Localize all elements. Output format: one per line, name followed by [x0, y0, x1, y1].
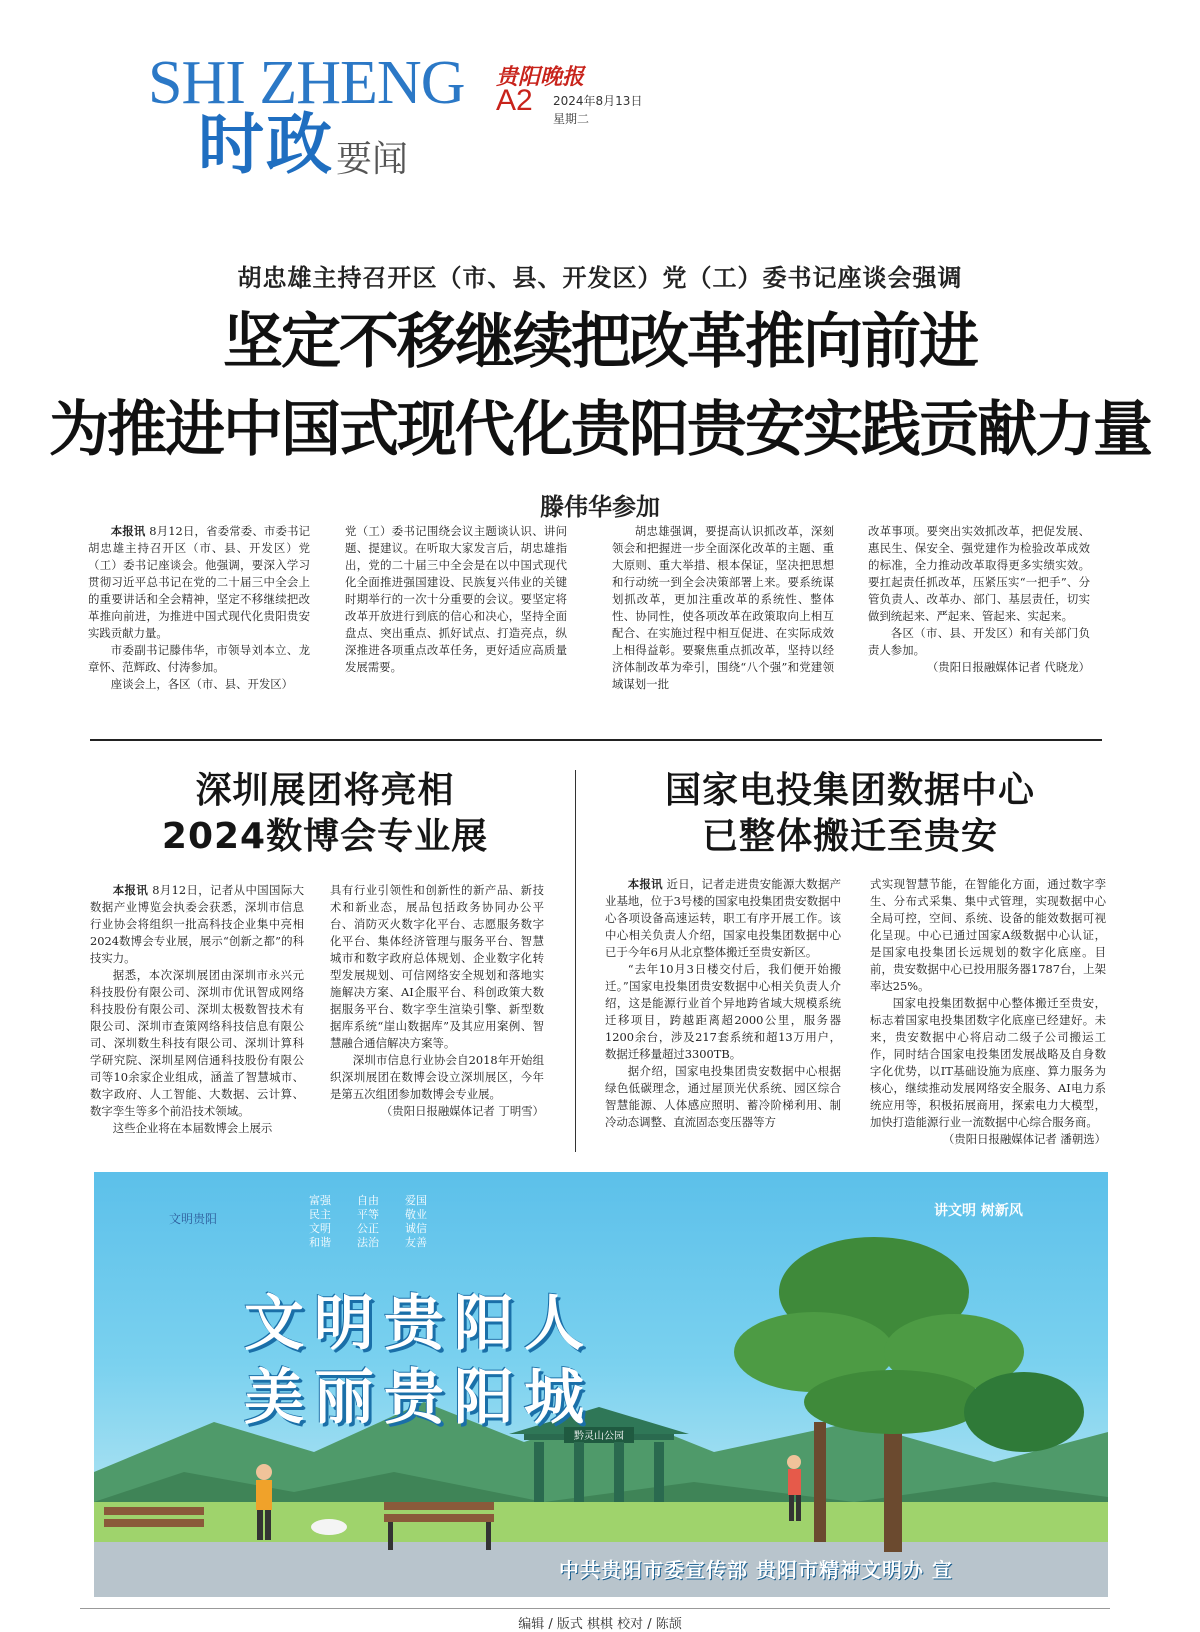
story-right-col1-p3: 据介绍，国家电投集团贵安数据中心根据绿色低碳理念，通过屋顶光伏系统、园区综合智慧能源、人体感应照明、蓄冷阶梯利用、制冷动态调整、直流固态变压器等方: [605, 1064, 841, 1129]
story-right-column-1: [605, 876, 841, 1131]
story-left-col1-p3: 这些企业将在本届数博会上展示: [112, 1121, 273, 1135]
lead-attendee: 滕伟华参加: [540, 493, 660, 521]
lead-col4-p1: 改革事项。要突出实效抓改革，把促发展、惠民生、保安全、强党建作为检验改革成效的标准，全力推动改革取得更多实绩实效。要扛起责任抓改革，压紧压实“一把手”、分管负责人、改革办、部门、基层责任，切实做到统起来、严起来、管起来、实起来。: [868, 524, 1090, 623]
story-left-col2-p1: 具有行业引领性和创新性的新产品、新技术和新业态，展品包括政务协同办公平台、消防灭火数字化平台、志愿服务数字化平台、集体经济管理与服务平台、智慧城市和数字政府总体规划、企业数字化转型发展规划、可信网络安全规划和落地实施解决方案、AI企服平台、科创政策大数据服务平台、数字孪生渲染引擎、新型数据库系统“崖山数据库”及其应用案例、智慧融合通信解决方案等。: [330, 883, 544, 1050]
lead-headline-2: 为推进中国式现代化贵阳贵安实践贡献力量: [49, 395, 1151, 465]
story-left-title-2: 2024数博会专业展: [161, 816, 489, 857]
core-values-col-1: 富强民主文明和谐: [309, 1194, 331, 1249]
footer-rule: [80, 1608, 1110, 1609]
lead-headline-1: 坚定不移继续把改革推向前进: [223, 307, 977, 377]
lead-column-3: [612, 523, 834, 693]
story-left-column-1: [90, 882, 304, 1137]
story-left-col1-p2: 据悉，本次深圳展团由深圳市永兴元科技股份有限公司、深圳市优讯智成网络科技股份有限公司、深圳太极数智技术有限公司、深圳市查策网络科技信息有限公司、深圳数生科技有限公司、深圳计算科学研究院、深圳星网信通科技股份有限公司等10余家企业组成，涵盖了智慧城市、数字政府、人工智能、大数据、云计算、数字孪生等多个前沿技术领域。: [90, 968, 304, 1118]
gate-label: 黔灵山公园: [574, 1431, 624, 1442]
column-divider: [575, 770, 576, 1152]
page-number: A2: [496, 84, 533, 117]
lead-column-4: [868, 523, 1090, 676]
core-values-col-3: 爱国敬业诚信友善: [405, 1194, 427, 1249]
dog-icon: [311, 1519, 347, 1535]
core-values-col-2: 自由平等公正法治: [357, 1194, 379, 1249]
story-left-column-2: [330, 882, 544, 1120]
story-right-col2-p2: 国家电投集团数据中心整体搬迁至贵安，标志着国家电投集团数字化底座已经建好。未来，贵安数据中心将启动二级子公司搬运工作，同时结合国家电投集团发展战略及自身数字化优势，以IT基础设施为底座、算力服务为核心，继续推动发展网络安全服务、AI电力系统应用等，积极拓展商用，探索电力大模型，加快打造能源行业一流数据中心综合服务商。: [870, 996, 1106, 1129]
lead-column-1: [88, 523, 310, 693]
story-left-title: [90, 768, 560, 860]
civility-banner-ad: [94, 1172, 1108, 1597]
core-values-grid: [309, 1194, 431, 1250]
story-left-col2-p2: 深圳市信息行业协会自2018年开始组织深圳展团在数博会设立深圳展区，今年是第五次组团参加数博会专业展。: [330, 1053, 544, 1101]
story-right-title-2: 已整体搬迁至贵安: [701, 816, 998, 857]
story-right-tag: 本报讯: [627, 877, 663, 891]
ad-corner-slogan: 讲文明 树新风: [934, 1203, 1023, 1219]
page-footer: 编辑 / 版式 棋棋 校对 / 陈颉: [518, 1617, 682, 1632]
story-right-column-2: [870, 876, 1106, 1148]
masthead-title: 时政: [198, 106, 334, 183]
section-divider: [90, 739, 1102, 741]
story-right-col1-p2: “去年10月3日楼交付后，我们便开始搬迁。”国家电投集团贵安数据中心相关负责人介绍，这是能源行业首个异地跨省域大规模系统迁移项目，跨越距离超2000公里，服务器1200余台，涉及217套系统和超13万用户，数据迁移量超过3300TB。: [605, 962, 841, 1061]
lead-col1-p3: 座谈会上，各区（市、县、开发区）: [110, 677, 294, 691]
issue-weekday: 星期二: [553, 112, 590, 126]
story-left-credit: （贵阳日报融媒体记者 丁明雪）: [380, 1104, 544, 1118]
story-left-tag: 本报讯: [112, 883, 149, 897]
newspaper-name: 贵阳晚报: [496, 64, 585, 90]
ad-sponsor: 中共贵阳市委宣传部 贵阳市精神文明办 宣: [559, 1558, 953, 1582]
lead-col4-p2: 各区（市、县、开发区）和有关部门负责人参加。: [868, 626, 1090, 657]
masthead-subtitle: 要闻: [336, 139, 409, 180]
story-left-title-1: 深圳展团将亮相: [195, 770, 455, 811]
lead-kicker: 胡忠雄主持召开区（市、县、开发区）党（工）委书记座谈会强调: [237, 264, 963, 292]
lead-column-2: [345, 523, 567, 676]
story-left-col1-p1: 8月12日，记者从中国国际大数据产业博览会执委会获悉，深圳市信息行业协会将组织一批高科技企业集中亮相2024数博会专业展，展示“创新之都”的科技实力。: [90, 883, 304, 965]
lead-col1-p1: 8月12日，省委常委、市委书记胡忠雄主持召开区（市、县、开发区）党（工）委书记座谈会。他强调，要深入学习贯彻习近平总书记在党的二十届三中全会上的重要讲话和全会精神，坚定不移继续把改革推向前进，为推进中国式现代化贵阳贵安实践贡献力量。: [88, 524, 310, 640]
story-right-title: [600, 768, 1100, 860]
lead-col2-text: 党（工）委书记围绕会议主题谈认识、讲问题、提建议。在听取大家发言后，胡忠雄指出，党的二十届三中全会是在以中国式现代化全面推进强国建设、民族复兴伟业的关键时期举行的一次十分重要的会议。要坚定将改革开放进行到底的信心和决心，坚持全面盘点、突出重点、抓好试点、打造亮点，纵深推进各项重点改革任务，更好适应高质量发展需要。: [345, 524, 567, 674]
lead-col3-text: 胡忠雄强调，要提高认识抓改革，深刻领会和把握进一步全面深化改革的主题、重大原则、重大举措、根本保证，坚决把思想和行动统一到全会决策部署上来。要系统谋划抓改革，更加注重改革的系统性、整体性、协同性，使各项改革在政策取向上相互配合、在实施过程中相互促进、在实际成效上相得益彰。要聚焦重点抓改革，坚持以经济体制改革为牵引，围绕“八个强”和党建领域谋划一批: [612, 524, 834, 691]
lead-credit: （贵阳日报融媒体记者 代晓龙）: [926, 660, 1090, 674]
ad-slogan-line-1: 文明贵阳人: [244, 1289, 594, 1359]
story-right-col2-p1: 式实现智慧节能，在智能化方面，通过数字孪生、分布式采集、集中式管理，实现数据中心全局可控，空间、系统、设备的能效数据可视化呈现。中心已通过国家A级数据中心认证，是国家电投集团长远规划的数字化底座。目前，贵安数据中心已投用服务器1787台，上架率达25%。: [870, 877, 1106, 993]
lead-col1-p2: 市委副书记滕伟华，市领导刘本立、龙章怀、范辉政、付涛参加。: [88, 643, 310, 674]
story-right-title-1: 国家电投集团数据中心: [664, 770, 1035, 811]
civility-logo-text: 文明贵阳: [169, 1212, 218, 1226]
runner-icon: [787, 1455, 801, 1521]
story-right-col1-p1: 近日，记者走进贵安能源大数据产业基地，位于3号楼的国家电投集团贵安数据中心各项设备高速运转，职工有序开展工作。该中心相关负责人介绍，国家电投集团数据中心已于今年6月从北京整体搬迁至贵安新区。: [605, 877, 841, 959]
lead-tag: 本报讯: [110, 524, 146, 538]
story-right-credit: （贵阳日报融媒体记者 潘朝选）: [942, 1132, 1106, 1146]
masthead-latin: SHI ZHENG: [148, 49, 465, 117]
ad-main-slogan: [244, 1287, 594, 1435]
ad-slogan-line-2: 美丽贵阳城: [244, 1363, 594, 1433]
issue-date: 2024年8月13日: [553, 94, 643, 108]
